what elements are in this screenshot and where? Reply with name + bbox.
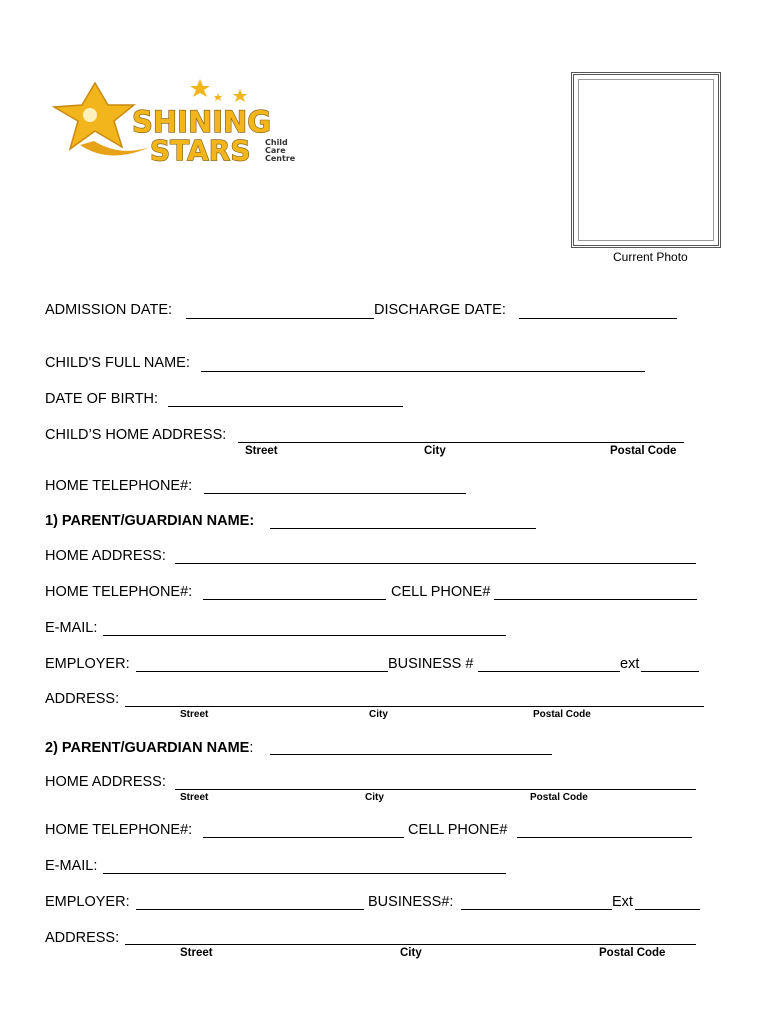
admission-date-field[interactable] — [186, 318, 374, 319]
logo-line2: STARS — [150, 134, 251, 167]
guardian1-address-label: ADDRESS: — [45, 691, 120, 707]
guardian2-home-address-city: City — [365, 792, 384, 803]
guardian2-address-city: City — [400, 947, 422, 959]
guardian1-business-field[interactable] — [478, 671, 620, 672]
guardian1-cell-field[interactable] — [494, 599, 697, 600]
guardian2-name-colon: : — [249, 740, 254, 756]
logo-sub2: Care — [265, 146, 286, 155]
guardian2-address-field[interactable] — [125, 944, 696, 945]
guardian1-name-label: 1) PARENT/GUARDIAN NAME: — [45, 513, 255, 529]
child-name-field[interactable] — [201, 371, 645, 372]
guardian1-address-street: Street — [180, 709, 209, 720]
guardian2-name-field[interactable] — [270, 754, 552, 755]
guardian1-business-label: BUSINESS # — [388, 656, 474, 672]
logo-small-star — [190, 79, 210, 97]
guardian2-email-field[interactable] — [103, 873, 506, 874]
guardian1-home-address-field[interactable] — [175, 563, 696, 564]
logo-small-star — [214, 93, 222, 101]
guardian1-cell-label: CELL PHONE# — [391, 584, 491, 600]
guardian2-address-postal: Postal Code — [599, 947, 666, 959]
guardian1-employer-label: EMPLOYER: — [45, 656, 130, 672]
home-telephone-field[interactable] — [204, 493, 466, 494]
guardian2-cell-label: CELL PHONE# — [408, 822, 508, 838]
logo-sub1: Child — [265, 138, 288, 147]
shining-stars-logo — [50, 75, 305, 170]
dob-field[interactable] — [168, 406, 403, 407]
guardian2-address-street: Street — [180, 947, 213, 959]
guardian1-email-field[interactable] — [103, 635, 506, 636]
guardian2-home-telephone-label: HOME TELEPHONE#: — [45, 822, 193, 838]
discharge-date-field[interactable] — [519, 318, 677, 319]
guardian1-address-postal: Postal Code — [533, 709, 591, 720]
guardian2-home-address-postal: Postal Code — [530, 792, 588, 803]
guardian1-address-field[interactable] — [125, 706, 704, 707]
guardian2-address-label: ADDRESS: — [45, 930, 120, 946]
home-telephone-label: HOME TELEPHONE#: — [45, 478, 193, 494]
guardian2-business-label: BUSINESS#: — [368, 894, 454, 910]
child-address-postal: Postal Code — [610, 445, 677, 457]
logo-line1: SHINING — [132, 105, 272, 139]
logo-small-star — [233, 89, 247, 102]
dob-label: DATE OF BIRTH: — [45, 391, 159, 407]
guardian1-ext-label: ext — [620, 656, 640, 672]
child-address-street: Street — [245, 445, 278, 457]
guardian2-name-label — [45, 739, 253, 757]
discharge-date-label: DISCHARGE DATE: — [374, 302, 506, 318]
logo-sub3: Centre — [265, 154, 296, 163]
guardian2-home-address-field[interactable] — [175, 789, 696, 790]
guardian2-home-address-label: HOME ADDRESS: — [45, 774, 166, 790]
guardian1-home-address-label: HOME ADDRESS: — [45, 548, 166, 564]
guardian2-employer-field[interactable] — [136, 909, 364, 910]
admission-date-label: ADMISSION DATE: — [45, 302, 173, 318]
guardian1-email-label: E-MAIL: — [45, 620, 98, 636]
guardian1-name-field[interactable] — [270, 528, 536, 529]
guardian2-home-address-street: Street — [180, 792, 209, 803]
guardian2-business-field[interactable] — [461, 909, 612, 910]
guardian1-home-telephone-field[interactable] — [203, 599, 386, 600]
guardian2-name-title: 2) PARENT/GUARDIAN NAME — [45, 740, 250, 756]
child-address-city: City — [424, 445, 446, 457]
guardian1-address-city: City — [369, 709, 388, 720]
photo-box — [571, 72, 721, 248]
photo-caption: Current Photo — [613, 250, 688, 264]
guardian2-ext-label: Ext — [612, 894, 633, 910]
guardian2-email-label: E-MAIL: — [45, 858, 98, 874]
guardian1-employer-field[interactable] — [136, 671, 388, 672]
guardian2-ext-field[interactable] — [635, 909, 700, 910]
child-name-label: CHILD'S FULL NAME: — [45, 355, 190, 371]
child-address-field[interactable] — [238, 442, 684, 443]
guardian2-home-telephone-field[interactable] — [203, 837, 404, 838]
child-address-label: CHILD’S HOME ADDRESS: — [45, 427, 227, 443]
guardian2-employer-label: EMPLOYER: — [45, 894, 130, 910]
guardian2-cell-field[interactable] — [517, 837, 692, 838]
guardian1-home-telephone-label: HOME TELEPHONE#: — [45, 584, 193, 600]
guardian1-ext-field[interactable] — [641, 671, 699, 672]
